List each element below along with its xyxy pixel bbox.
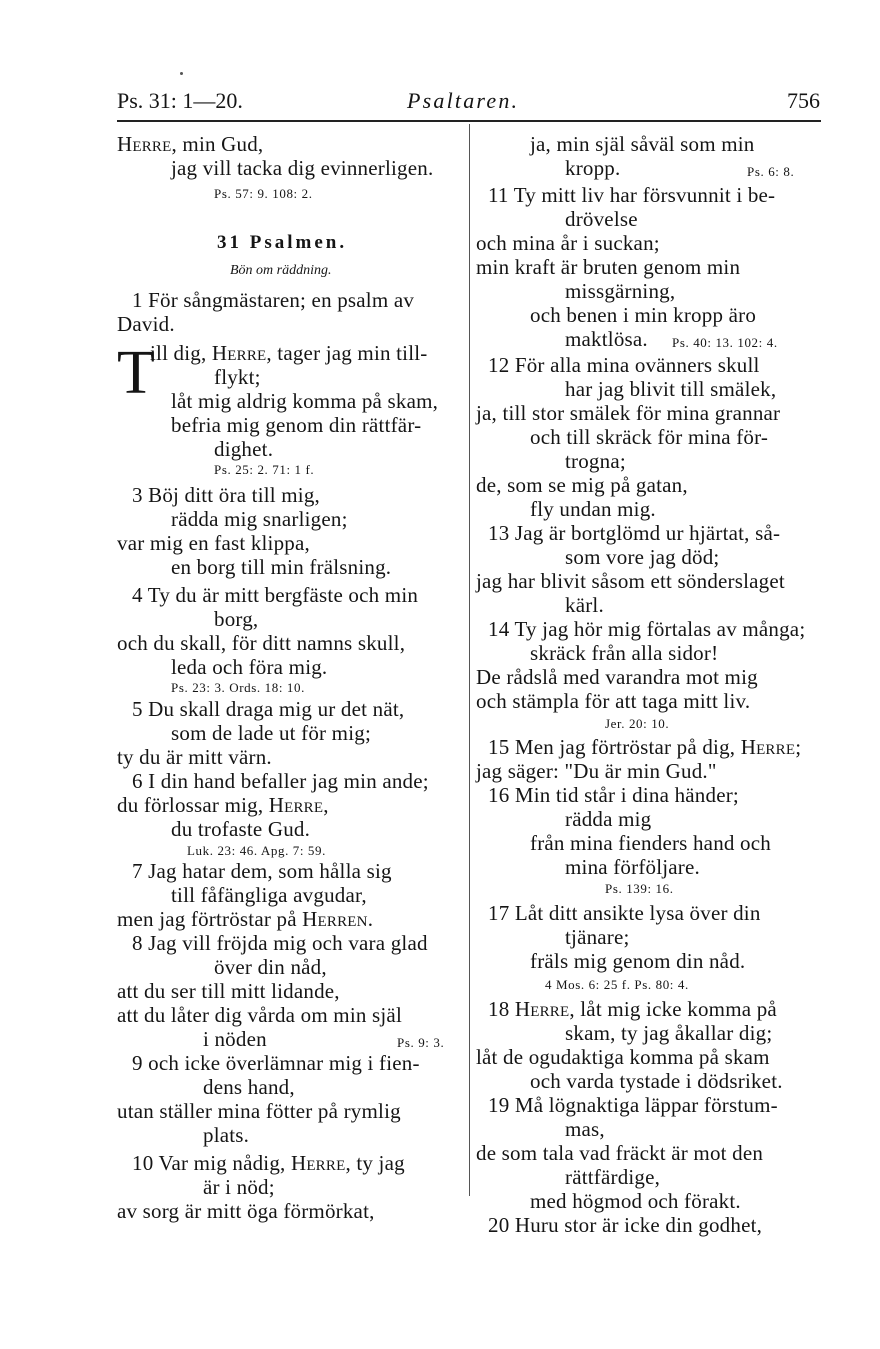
verse-line: en borg till min frälsning. [171, 555, 392, 579]
verse-line: ty du är mitt värn. [117, 745, 272, 769]
verse-line: och till skräck för mina för- [530, 425, 769, 449]
verse-line: med högmod och förakt. [530, 1189, 741, 1213]
verse-line: jag säger: "Du är min Gud." [476, 759, 717, 783]
verse-line: jag vill tacka dig evinnerligen. [171, 156, 434, 180]
verse-line: var mig en fast klippa, [117, 531, 310, 555]
verse-line: 20 Huru stor är icke din godhet, [488, 1213, 763, 1237]
verse-line: och varda tystade i dödsriket. [530, 1069, 783, 1093]
verse-line: 16 Min tid står i dina händer; [488, 783, 739, 807]
verse-line: 17 Låt ditt ansikte lysa över din [488, 901, 761, 925]
verse-line: trogna; [565, 449, 626, 473]
drop-cap: T [117, 339, 155, 407]
verse-line: låt de ogudaktiga komma på skam [476, 1045, 770, 1069]
verse-line: att du ser till mitt lidande, [117, 979, 340, 1003]
column-divider [469, 124, 470, 1196]
verse-line: som vore jag död; [565, 545, 720, 569]
verse-line: rädda mig [565, 807, 652, 831]
verse-line: har jag blivit till smälek, [565, 377, 777, 401]
verse-line: dighet. [214, 437, 274, 461]
verse-line: jag har blivit såsom ett sönderslaget [476, 569, 785, 593]
verse-line: 13 Jag är bortglömd ur hjärtat, så- [488, 521, 781, 545]
verse-line: ja, min själ såväl som min [530, 132, 755, 156]
verse-line: 8 Jag vill fröjda mig och vara glad [132, 931, 428, 955]
verse-line: fräls mig genom din nåd. [530, 949, 746, 973]
verse-line: och benen i min kropp äro [530, 303, 757, 327]
verse-line: De rådslå med varandra mot mig [476, 665, 758, 689]
verse-line: 5 Du skall draga mig ur det nät, [132, 697, 405, 721]
verse-line: av sorg är mitt öga förmörkat, [117, 1199, 375, 1223]
verse-line: borg, [214, 607, 259, 631]
psalm-title: 31 Psalmen. [217, 232, 348, 253]
verse-line: låt mig aldrig komma på skam, [171, 389, 439, 413]
verse-line: i nöden [203, 1027, 267, 1051]
verse-line: över din nåd, [214, 955, 327, 979]
verse-line: fly undan mig. [530, 497, 656, 521]
psalm-subtitle: Bön om räddning. [230, 263, 332, 278]
scripture-cross-reference: Ps. 139: 16. [605, 881, 674, 896]
verse-line: befria mig genom din rättfär- [171, 413, 422, 437]
scripture-cross-reference: Ps. 9: 3. [397, 1035, 445, 1050]
verse-line: skam, ty jag åkallar dig; [565, 1021, 773, 1045]
verse-line: från mina fienders hand och [530, 831, 771, 855]
verse-line: ja, till stor smälek för mina grannar [476, 401, 781, 425]
verse-line: 11 Ty mitt liv har försvunnit i be- [488, 183, 776, 207]
verse-line: rättfärdige, [565, 1165, 661, 1189]
scripture-cross-reference: Ps. 23: 3. Ords. 18: 10. [171, 680, 305, 695]
verse-line: missgärning, [565, 279, 676, 303]
verse-line: 19 Må lögnaktiga läppar förstum- [488, 1093, 778, 1117]
verse-line: rädda mig snarligen; [171, 507, 348, 531]
scripture-cross-reference: Luk. 23: 46. Apg. 7: 59. [187, 843, 326, 858]
scripture-cross-reference: Ps. 40: 13. 102: 4. [672, 335, 778, 350]
verse-line: ill dig, Herre, tager jag min till- [150, 341, 428, 365]
scripture-cross-reference: Ps. 25: 2. 71: 1 f. [214, 462, 315, 477]
verse-line: 10 Var mig nådig, Herre, ty jag [132, 1151, 405, 1175]
verse-line: kropp. [565, 156, 621, 180]
verse-line: de som tala vad fräckt är mot den [476, 1141, 764, 1165]
verse-line: du förlossar mig, Herre, [117, 793, 329, 817]
verse-line: och du skall, för ditt namns skull, [117, 631, 406, 655]
verse-line: till fåfängliga avgudar, [171, 883, 367, 907]
verse-line: är i nöd; [203, 1175, 275, 1199]
scripture-cross-reference: Jer. 20: 10. [605, 716, 670, 731]
scripture-cross-reference: 4 Mos. 6: 25 f. Ps. 80: 4. [545, 977, 689, 992]
verse-line: att du låter dig vårda om min själ [117, 1003, 402, 1027]
verse-line: tjänare; [565, 925, 630, 949]
verse-line: 3 Böj ditt öra till mig, [132, 483, 320, 507]
verse-line: 9 och icke överlämnar mig i fien- [132, 1051, 420, 1075]
verse-line: maktlösa. [565, 327, 648, 351]
verse-line: 18 Herre, låt mig icke komma på [488, 997, 777, 1021]
print-speck [180, 72, 183, 75]
verse-line: mas, [565, 1117, 605, 1141]
verse-line: plats. [203, 1123, 250, 1147]
verse-line: Herre, min Gud, [117, 132, 264, 156]
verse-line: kärl. [565, 593, 604, 617]
verse-line: 15 Men jag förtröstar på dig, Herre; [488, 735, 802, 759]
verse-line: men jag förtröstar på Herren. [117, 907, 374, 931]
scripture-cross-reference: Ps. 6: 8. [747, 164, 795, 179]
verse-line: dens hand, [203, 1075, 295, 1099]
verse-line: min kraft är bruten genom min [476, 255, 741, 279]
verse-line: och stämpla för att taga mitt liv. [476, 689, 751, 713]
page-number: 756 [787, 88, 820, 113]
running-header-book-title: Psaltaren. [407, 88, 520, 113]
scripture-cross-reference: Ps. 57: 9. 108: 2. [214, 186, 313, 201]
verse-line: som de lade ut för mig; [171, 721, 371, 745]
verse-line: flykt; [214, 365, 261, 389]
verse-line: och mina år i suckan; [476, 231, 660, 255]
verse-line: 14 Ty jag hör mig förtalas av många; [488, 617, 806, 641]
running-header-reference: Ps. 31: 1—20. [117, 88, 243, 113]
verse-line: 7 Jag hatar dem, som hålla sig [132, 859, 392, 883]
verse-line: utan ställer mina fötter på rymlig [117, 1099, 401, 1123]
verse-line: 1 För sångmästaren; en psalm av [132, 288, 415, 312]
verse-line: 6 I din hand befaller jag min ande; [132, 769, 429, 793]
verse-line: leda och föra mig. [171, 655, 328, 679]
verse-line: mina förföljare. [565, 855, 700, 879]
verse-line: 12 För alla mina ovänners skull [488, 353, 760, 377]
verse-line: du trofaste Gud. [171, 817, 311, 841]
header-rule [117, 120, 821, 122]
verse-line: skräck från alla sidor! [530, 641, 719, 665]
verse-line: drövelse [565, 207, 638, 231]
verse-line: David. [117, 312, 175, 336]
verse-line: 4 Ty du är mitt bergfäste och min [132, 583, 419, 607]
verse-line: de, som se mig på gatan, [476, 473, 688, 497]
